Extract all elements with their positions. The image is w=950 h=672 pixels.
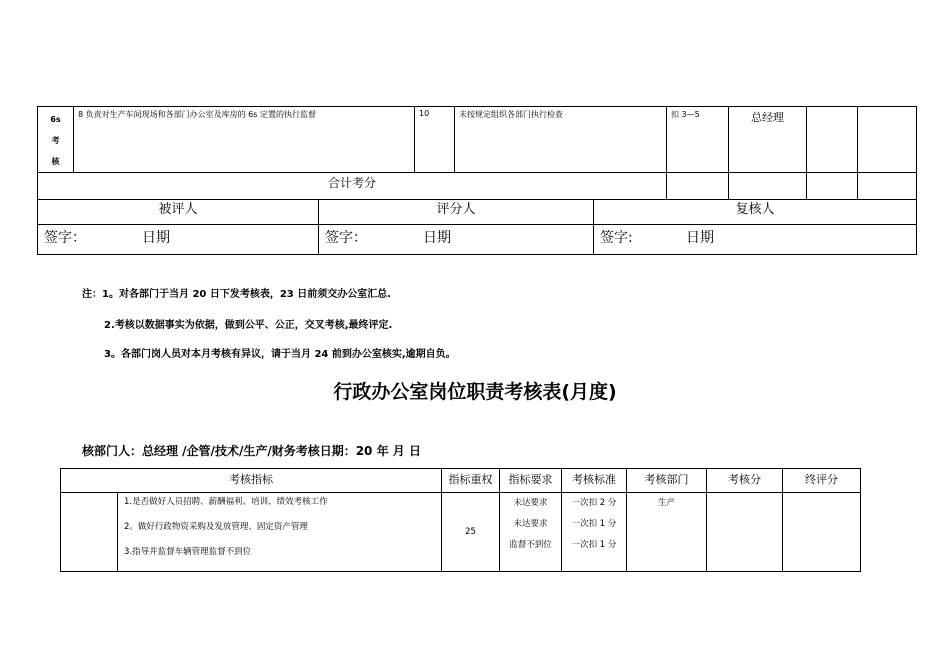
list-item: 未达要求: [513, 498, 548, 508]
assessment-table-continued: [37, 106, 917, 200]
weight-cell: 10: [415, 107, 455, 173]
total-label: 合计考分: [38, 173, 667, 200]
role-evaluated: 被评人: [38, 200, 319, 225]
standard-cell: [562, 493, 627, 572]
note-3: 3。各部门岗人员对本月考核有异议，请于当月 24 前到办公室核实,逾期自负。: [104, 349, 456, 360]
sign-label: 签字:: [600, 230, 633, 246]
signature-cell: [319, 225, 594, 255]
final-score-cell: [783, 493, 861, 572]
note-2: 2.考核以数据事实为依据，做到公平、公正，交叉考核,最终评定.: [104, 320, 393, 331]
list-item: 监督不到位: [509, 540, 552, 550]
score-cell: [707, 493, 783, 572]
dept-date-line: 核部门人：总经理 /企管/技术/生产/财务考核日期：20 年 月 日: [82, 444, 421, 458]
score-cell: [807, 107, 858, 173]
col-header: 指标重权: [442, 469, 500, 493]
table-row: [61, 493, 861, 572]
item-cell: 8 负责对生产车间现场和各部门办公室及库房的 6s 定置的执行监督: [74, 107, 415, 173]
signature-cell: [594, 225, 917, 255]
requirement-cell: [500, 493, 562, 572]
col-header: 指标要求: [500, 469, 562, 493]
weight-cell: 25: [442, 493, 500, 572]
table-header-row: [61, 469, 861, 493]
items-cell: [118, 493, 442, 572]
page-title: 行政办公室岗位职责考核表(月度): [333, 381, 617, 403]
total-cell: [667, 173, 729, 200]
list-item: 未达要求: [513, 519, 548, 529]
admin-office-assessment-table: [60, 468, 861, 572]
total-cell: [729, 173, 807, 200]
col-header: 考核指标: [61, 469, 442, 493]
category-cell: [61, 493, 118, 572]
list-item: 一次扣 1 分: [571, 519, 617, 529]
date-label: 日期: [686, 230, 714, 246]
requirement-cell: 未按规定组织各部门执行检查: [455, 107, 667, 173]
total-cell: [858, 173, 917, 200]
table-row: [38, 173, 917, 200]
list-item: 3.指导并监督车辆管理监督不到位: [124, 547, 252, 557]
col-header: 终评分: [783, 469, 861, 493]
final-score-cell: [858, 107, 917, 173]
total-cell: [807, 173, 858, 200]
col-header: 考核分: [707, 469, 783, 493]
note-1: 注：1。对各部门于当月 20 日下发考核表，23 日前须交办公室汇总.: [82, 289, 392, 300]
role-reviewer: 复核人: [594, 200, 917, 225]
category-char: 6s: [50, 115, 61, 124]
category-char: 核: [51, 157, 60, 166]
table-row: [38, 225, 917, 255]
dept-cell: 总经理: [729, 107, 807, 173]
signature-cell: [38, 225, 319, 255]
dept-cell: 生产: [627, 493, 707, 572]
role-grader: 评分人: [319, 200, 594, 225]
list-item: 一次扣 2 分: [571, 498, 617, 508]
category-cell: [38, 107, 74, 173]
sign-label: 签字：: [44, 230, 86, 246]
category-char: 考: [51, 136, 60, 145]
sign-label: 签字：: [325, 230, 367, 246]
date-label: 日期: [423, 230, 451, 246]
table-row: [38, 200, 917, 225]
col-header: 考核部门: [627, 469, 707, 493]
col-header: 考核标准: [562, 469, 627, 493]
list-item: 1.是否做好人员招聘、薪酬福利、培训、绩效考核工作: [124, 497, 328, 507]
standard-cell: 扣 3—5: [667, 107, 729, 173]
list-item: 2。做好行政物资采购及发放管理、固定资产管理: [124, 522, 308, 532]
list-item: 一次扣 1 分: [571, 540, 617, 550]
table-row: [38, 107, 917, 173]
signature-table: [37, 199, 917, 255]
date-label: 日期: [142, 230, 170, 246]
